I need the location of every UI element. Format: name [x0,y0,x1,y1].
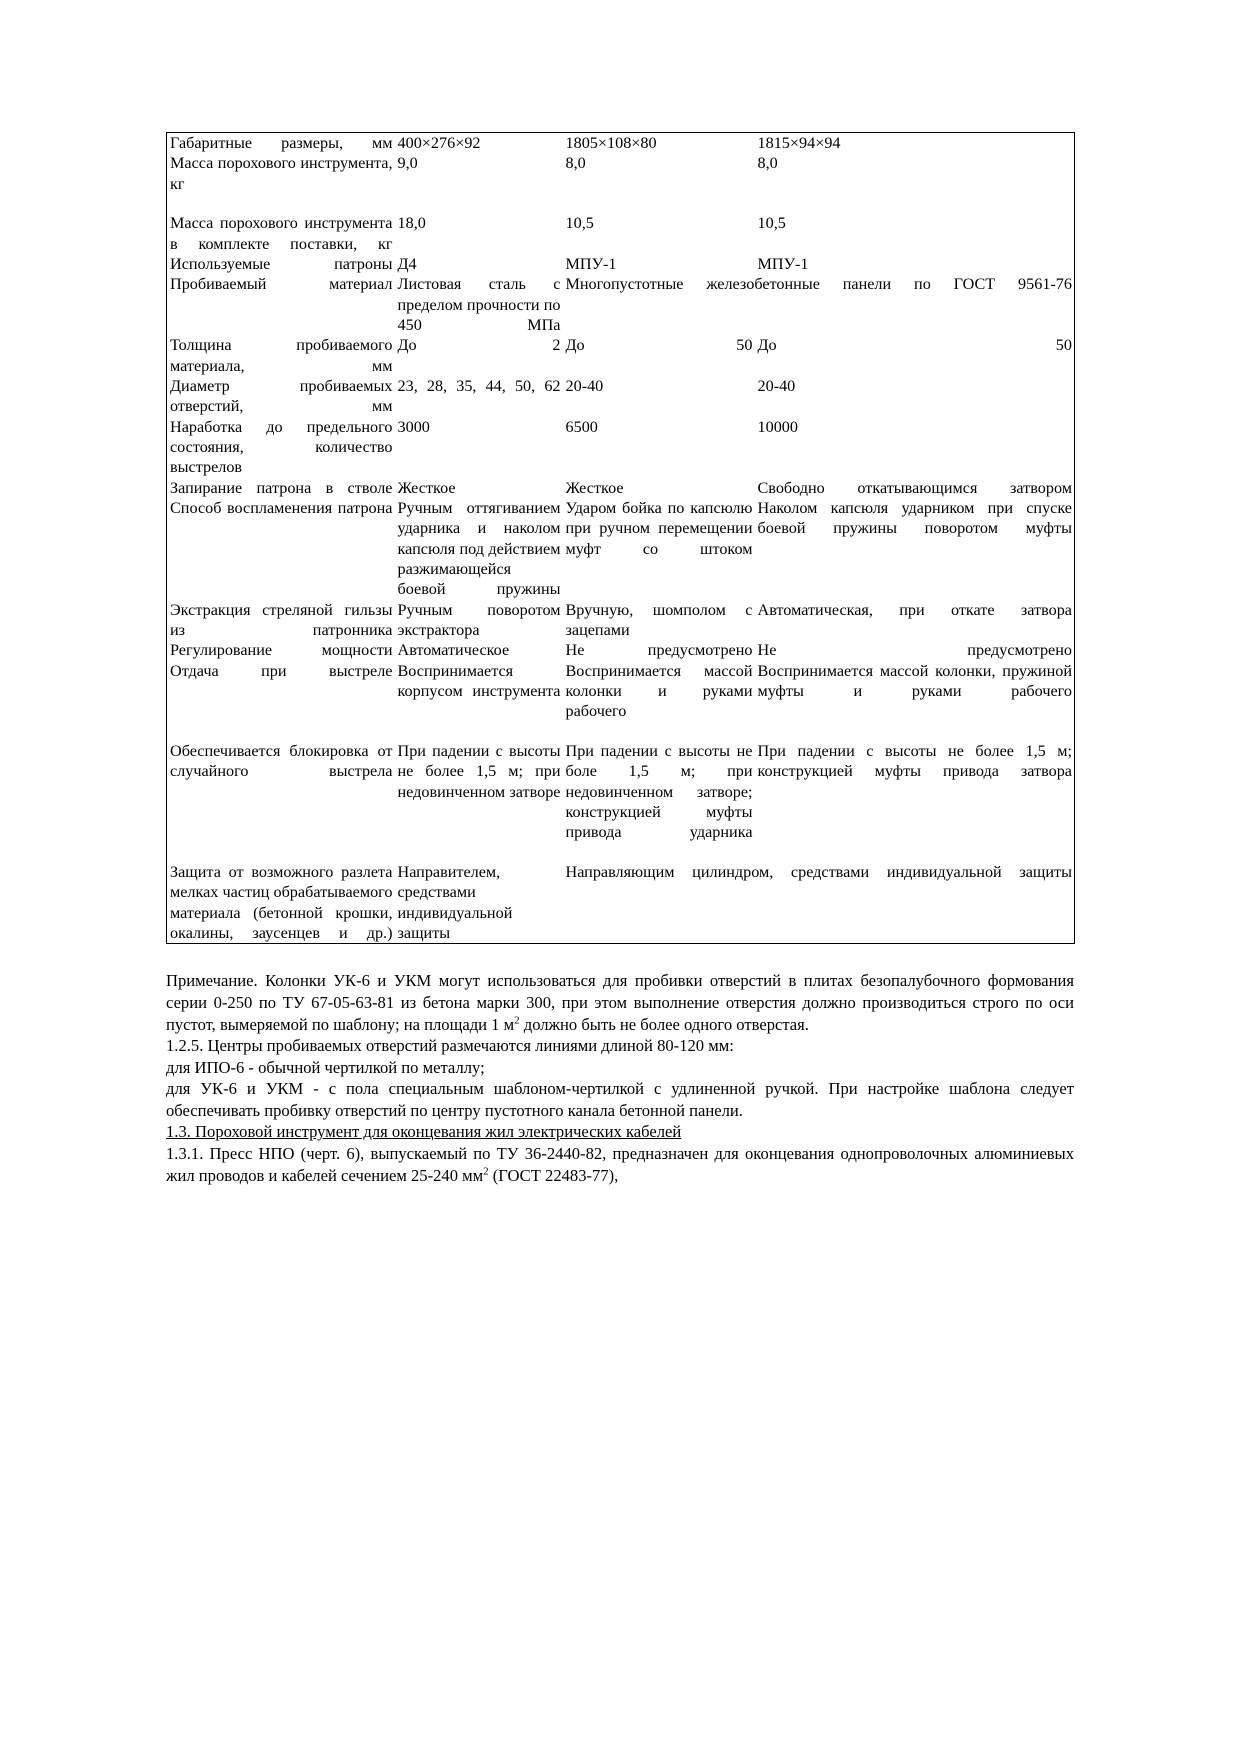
row-value-ukm: До 50 [757,336,1072,355]
row-label [167,843,395,944]
row-value-uk6: 10,5 [563,194,755,254]
row-value-ukm: 20-40 [757,377,796,396]
table-row [167,843,1075,944]
row-value-ukm: 8,0 [757,154,778,173]
row-spacer [566,194,753,213]
row-value-ipo6: Воспринимается корпусом инструмента [397,661,561,700]
row-value-ipo6: Листовая сталь с пределом прочности по 450 МПа [397,275,561,335]
row-spacer [398,722,561,741]
item-uk6-ukm: для УК-6 и УКМ - с пола специальным шаблоном-чертилкой с удлиненной ручкой. При настройке шаблона следует обеспечивать пробивку отверстий по центру пустотного канала бетонной панели. [166,1079,1074,1120]
row-value-ukm: Автоматическая, при откате затвора [757,600,1072,619]
table-row [167,661,1075,722]
row-spacer [170,194,393,213]
row-label [167,194,395,254]
row-spacer [170,843,393,862]
row-label: Способ воспламенения патрона [170,499,393,518]
note-text-tail: должно быть не более одного отверстая. [519,1014,809,1034]
table-row [167,335,1075,376]
row-value-ipo6: Жесткое [397,478,456,497]
table-row [167,722,1075,843]
row-label: Габаритные размеры, мм [170,134,393,152]
row-value-ipo6: Автоматическое [397,641,510,660]
row-value-ukm: МПУ-1 [757,255,809,274]
note-paragraph [166,970,1074,1035]
row-label: Масса порохового инструмента, кг [170,154,393,193]
row-label [167,722,395,843]
table-body [167,133,1075,944]
row-value-ipo6: Направителем, средствами индивидуальной защиты [395,843,563,944]
table-row [167,274,1075,335]
row-value-ukm: При падении с высоты не более 1,5 м; конструкцией муфты привода затвора [755,722,1075,843]
row-spacer [758,722,1073,741]
note-superscript: 2 [514,1014,520,1027]
row-value-uk6: МПУ-1 [565,255,617,274]
row-spacer [758,194,1073,213]
table-row [167,478,1075,498]
row-value-ukm: Воспринимается массой колонки, пружиной муфты и руками рабочего [757,661,1072,700]
row-value-uk6: 6500 [565,417,598,436]
row-value-uk6: Вручную, шомполом с зацепами [565,600,753,639]
row-value-ukm: 10,5 [755,194,1075,254]
row-spacer [566,722,753,741]
row-spacer [566,843,1073,862]
row-value-uk6: 20-40 [565,377,604,396]
table-row [167,498,1075,600]
row-value-ipo6: Д4 [397,255,417,274]
row-value-uk6: Воспринимается массой колонки и руками рабочего [565,661,753,721]
section-heading-13: 1.3. Пороховой инструмент для оконцевания жил электрических кабелей [166,1122,682,1142]
row-label-text: Масса порохового инструмента в комплекте поставки, кг [170,214,393,253]
specifications-table [166,132,1075,944]
clause-131 [166,1143,1074,1186]
item-ipo6: для ИПО-6 - обычной чертилкой по металлу; [166,1057,485,1077]
row-value-ipo6: Ручным оттягиванием ударника и наколом капсюля под действием разжимающейся боевой пружины [397,499,561,599]
row-value-ipo6: 3000 [397,417,430,436]
row-label: Отдача при выстреле [170,661,393,680]
row-value-uk6: При падении с высоты не боле 1,5 м; при недовинченном затворе; конструкцией муфты привода ударника [563,722,755,843]
body-text [166,970,1074,1186]
row-value-ukm: 10000 [757,417,798,436]
row-value-merged: Направляющим цилиндром, средствами индивидуальной защиты [563,843,1075,944]
row-value-ipo6: При падении с высоты не более 1,5 м; при недовинченном затворе [395,722,563,843]
table-row [167,600,1075,641]
table-row [167,640,1075,660]
row-value-uk6: Не предусмотрено [565,641,753,660]
row-label-text: Обеспечивается блокировка от случайного выстрела [170,742,393,781]
clause-131-text: 1.3.1. Пресс НПО (черт. 6), выпускаемый по ТУ 36-2440-82, предназначен для оконцевания однопроволочных алюминиевых жил проводов и кабелей сечением 25-240 мм [166,1143,1074,1185]
note-text: Примечание. Колонки УК-6 и УКМ могут использоваться для пробивки отверстий в плитах безопалубочного формования серии 0-250 по ТУ 67-05-63-81 из бетона марки 300, при этом выполнение отверстия должно производиться строго по оси пустот, вымеряемой по шаблону; на площади 1 м [166,971,1074,1034]
row-value-uk6: До 50 [565,336,753,355]
row-label-text: Защита от возможного разлета мелках частиц обрабатываемого материала (бетонной крошки, окалины, заусенцев и др.) [170,863,393,943]
row-value-uk6: 1805×108×80 [565,134,657,152]
row-value-ipo6: 18,0 [395,194,563,254]
document-page [166,132,1074,1186]
row-value-uk6: Ударом бойка по капсюлю при ручном перемещении муфт со штоком [565,499,753,558]
row-label: Запирание патрона в стволе [170,478,393,497]
row-label: Экстракция стреляной гильзы из патронника [170,600,393,639]
row-spacer [170,722,393,741]
row-spacer [398,843,561,862]
clause-125: 1.2.5. Центры пробиваемых отверстий размечаются линиями длиной 80-120 мм: [166,1036,734,1056]
table-row [167,153,1075,194]
row-value-uk6: Жесткое [565,478,624,497]
table-row [167,254,1075,274]
row-label: Используемые патроны [170,255,393,274]
table-row [167,417,1075,478]
table-row [167,194,1075,254]
row-value-uk6: 8,0 [565,154,586,173]
row-value-ukm: Свободно откатывающимся затвором [757,478,1072,497]
row-value-ipo6: 23, 28, 35, 44, 50, 62 [397,377,561,396]
row-value-ipo6: До 2 [397,336,561,355]
row-value-merged: Многопустотные железобетонные панели по ГОСТ 9561-76 [565,275,1072,294]
row-label: Пробиваемый материал [170,275,393,294]
clause-131-superscript: 2 [483,1164,489,1177]
row-label: Толщина пробиваемого материала, мм [170,336,393,375]
row-label: Диаметр пробиваемых отверстий, мм [170,377,393,416]
table-row [167,133,1075,154]
row-value-ipo6: Ручным поворотом экстрактора [397,600,561,639]
row-value-ukm: Наколом капсюля ударником при спуске боевой пружины поворотом муфты [757,499,1072,538]
clause-131-text-tail: (ГОСТ 22483-77), [488,1165,619,1185]
row-value-ukm: Не предусмотрено [757,641,1072,660]
row-value-ipo6: 400×276×92 [397,134,481,152]
row-spacer [398,194,561,213]
table-row [167,376,1075,417]
row-value-ipo6: 9,0 [397,154,418,173]
row-value-ukm: 1815×94×94 [757,134,841,152]
row-label: Регулирование мощности [170,641,393,660]
row-label: Наработка до предельного состояния, количество выстрелов [170,417,393,477]
